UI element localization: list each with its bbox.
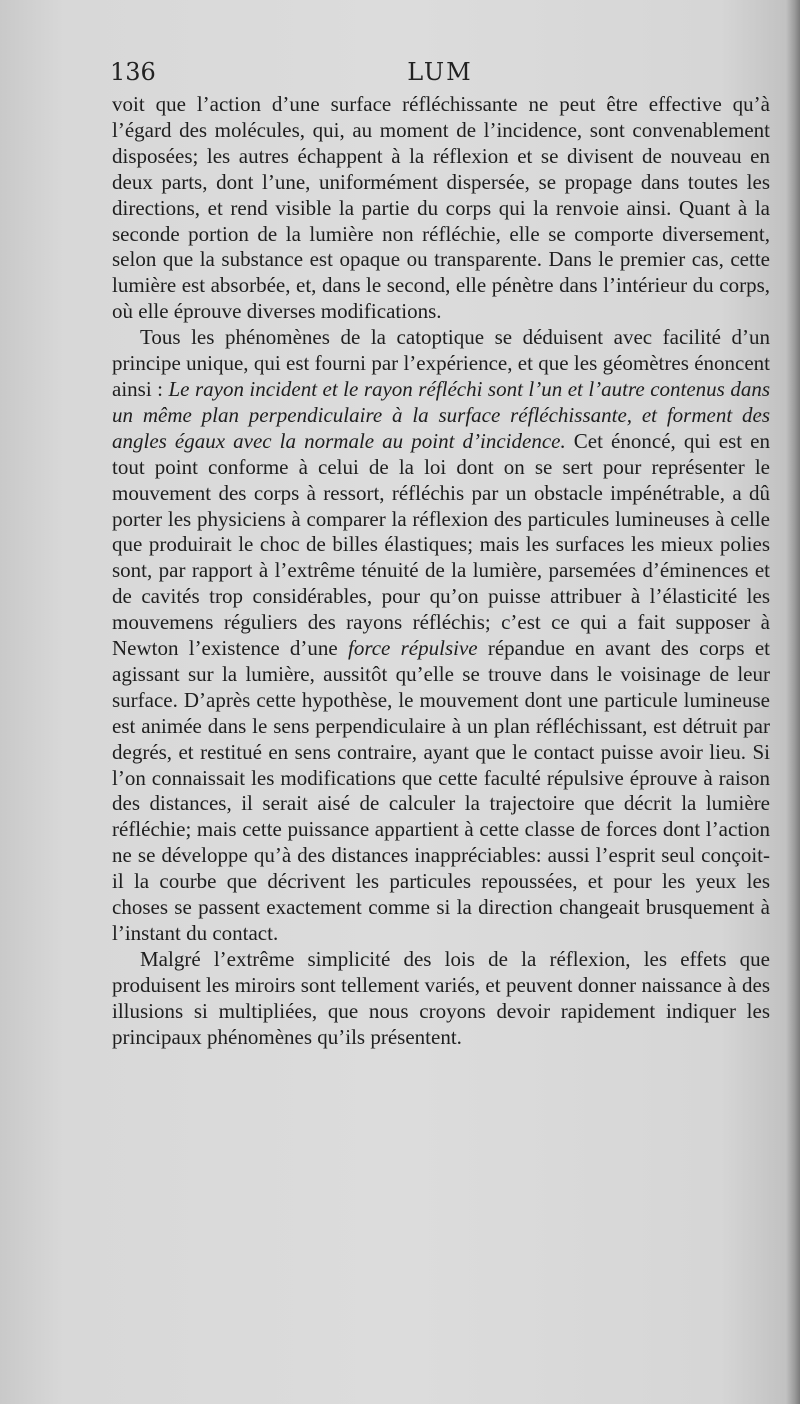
paragraph-2 [112, 325, 770, 947]
paragraph-2-text-before: Tous les phénomènes de la catoptique se déduisent avec facilité d’un principe unique, qui est fourni par l’expérience, et que les géomètres énoncent ainsi : [112, 325, 770, 401]
binding-shadow [786, 0, 800, 1404]
reflection-law-statement: Le rayon incident et le rayon réfléchi sont l’un et l’autre contenus dans un même plan perpendiculaire à la surface réfléchissante, et forment des angles égaux avec la normale au point d’incidence. [112, 376, 770, 453]
force-repulsive-term: force répulsive [348, 636, 478, 661]
paragraph-2-text-after: répandue en avant des corps et agissant sur la lumière, aussitôt qu’elle se trouve dans le voisinage de leur surface. D’après cette hypothèse, le mouvement dont une particule lumineuse est animée dans le sens perpendiculaire à un plan réfléchissant, est détruit par degrés, et restitué en sens contraire, ayant que le contact puisse avoir lieu. Si l’on connaissait les modifications que cette faculté répulsive éprouve à raison des distances, il serait aisé de calculer la trajectoire que décrit la lumière réfléchie; mais cette puissance appartient à cette classe de forces dont l’action ne se développe qu’à des distances inappréciables: aussi l’esprit seul conçoit-il la courbe que décrivent les particules repoussées, et pour les yeux les choses se passent exactement comme si la direction changeait brusquement à l’instant du contact. [112, 636, 770, 945]
paragraph-1: voit que l’action d’une surface réfléchissante ne peut être effective qu’à l’égard des molécules, qui, au moment de l’incidence, sont convenablement disposées; les autres échappent à la réflexion et se divisent de nouveau en deux parts, dont l’une, uniformément dispersée, se propage dans toutes les directions, et rend visible la partie du corps qui la renvoie ainsi. Quant à la seconde portion de la lumière non réfléchie, elle se comporte diversement, selon que la substance est opaque ou transparente. Dans le premier cas, cette lumière est absorbée, et, dans le second, elle pénètre dans l’intérieur du corps, où elle éprouve diverses modifications. [112, 92, 770, 324]
running-head: LUM [407, 58, 473, 86]
page-header [110, 58, 770, 94]
paragraph-3: Malgré l’extrême simplicité des lois de la réflexion, les effets que produisent les miroirs sont tellement variés, et peuvent donner naissance à des illusions si multipliées, que nous croyons devoir rapidement indiquer les principaux phénomènes qu’ils présentent. [112, 946, 770, 1049]
paragraph-2-text-middle: Cet énoncé, qui est en tout point conforme à celui de la loi dont on se sert pour représenter le mouvement des corps à ressort, réfléchis par un obstacle impénétrable, a dû porter les physiciens à comparer la réflexion des particules lumineuses à celle que produirait le choc de billes élastiques; mais les surfaces les mieux polies sont, par rapport à l’extrême ténuité de la lumière, parsemées d’éminences et de cavités trop considérables, pour qu’on puisse attribuer à l’élasticité les mouvemens réguliers des rayons réfléchis; c’est ce qui a fait supposer à Newton l’existence d’une [112, 428, 770, 661]
page-number: 136 [110, 58, 156, 86]
body-text [112, 92, 770, 1051]
